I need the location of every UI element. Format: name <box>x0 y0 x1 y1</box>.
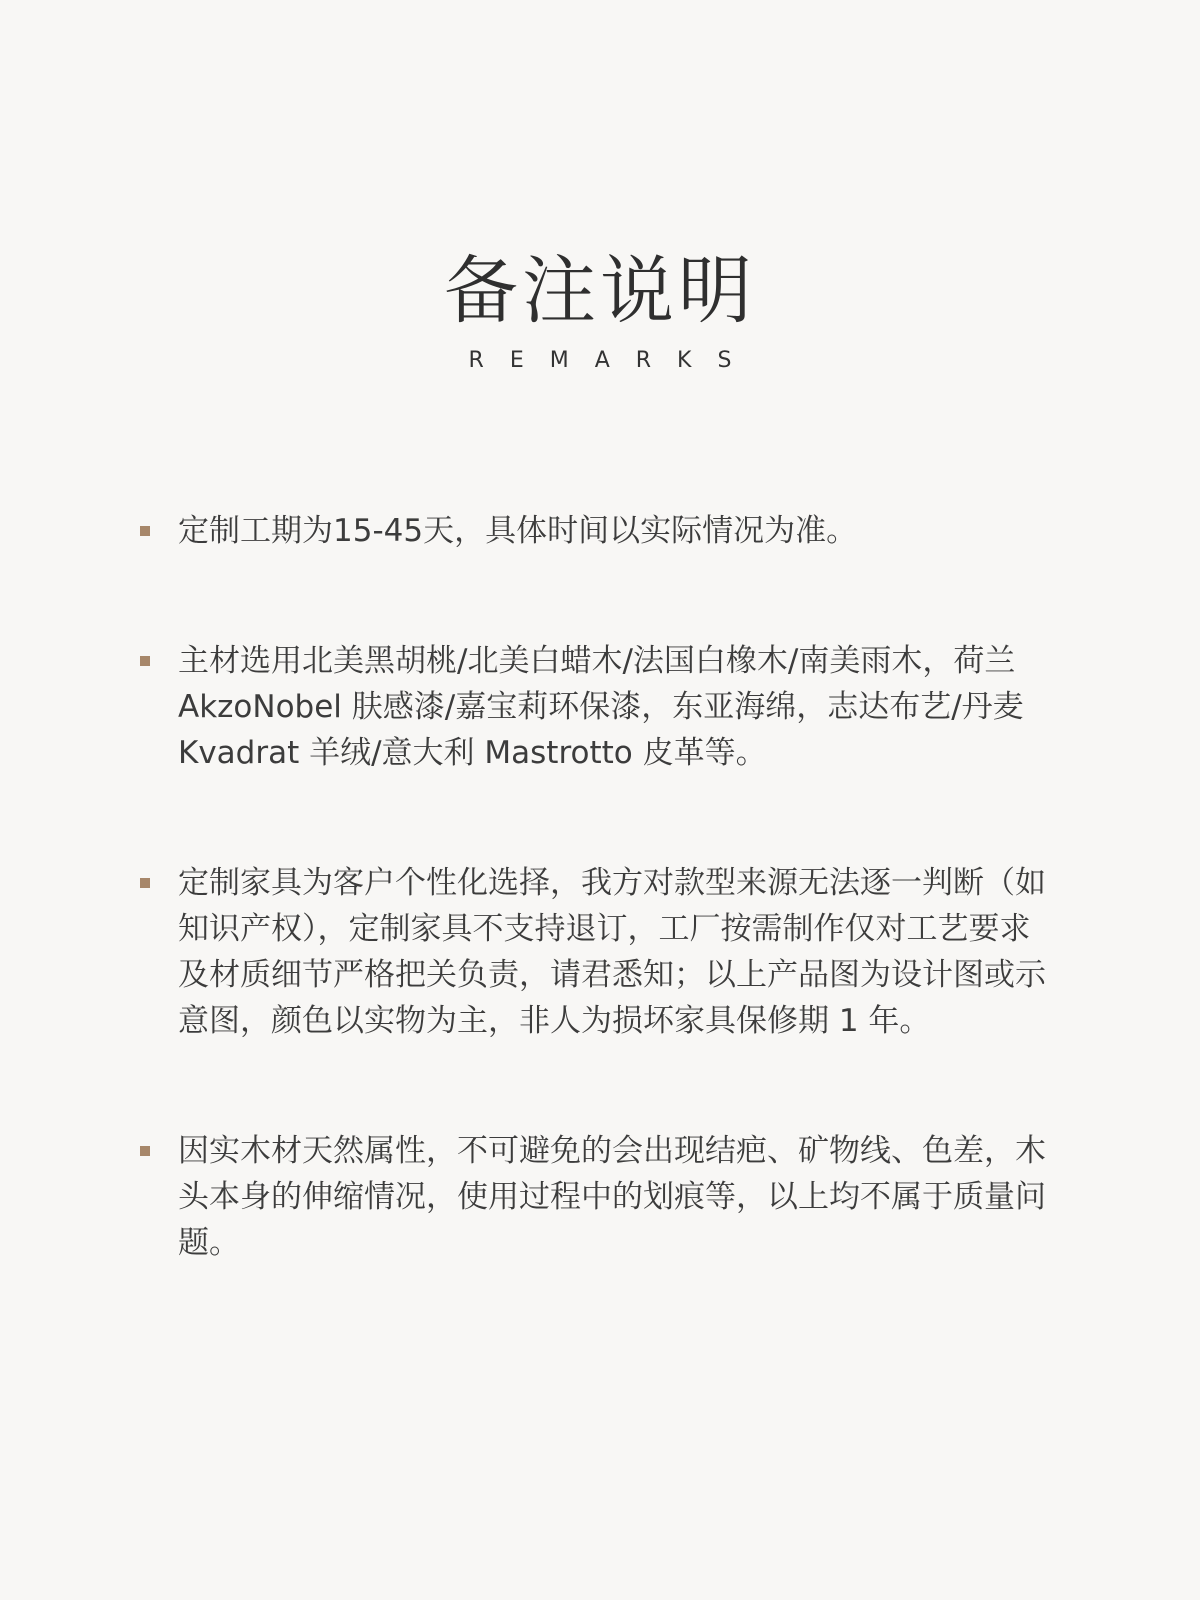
remark-text: 定制家具为客户个性化选择，我方对款型来源无法逐一判断（如知识产权），定制家具不支持退订，工厂按需制作仅对工艺要求及材质细节严格把关负责，请君悉知；以上产品图为设计图或示意图，颜色以实物为主，非人为损坏家具保修期 1 年。 <box>178 865 1046 1039</box>
remarks-list <box>138 508 1058 1266</box>
remark-text: 因实木材天然属性，不可避免的会出现结疤、矿物线、色差，木头本身的伸缩情况，使用过程中的划痕等，以上均不属于质量问题。 <box>178 1133 1046 1261</box>
square-bullet-icon <box>140 526 150 536</box>
remark-text: 主材选用北美黑胡桃/北美白蜡木/法国白橡木/南美雨木，荷兰 AkzoNobel 肤感漆/嘉宝莉环保漆，东亚海绵，志达布艺/丹麦 Kvadrat 羊绒/意大利 Mastrotto 皮革等。 <box>178 643 1024 771</box>
list-item <box>138 638 1058 776</box>
square-bullet-icon <box>140 656 150 666</box>
square-bullet-icon <box>140 1146 150 1156</box>
remark-text: 定制工期为15-45天，具体时间以实际情况为准。 <box>178 513 858 549</box>
list-item <box>138 508 1058 554</box>
square-bullet-icon <box>140 878 150 888</box>
page-title: 备注说明 <box>444 248 756 334</box>
list-item <box>138 860 1058 1044</box>
section-header <box>0 248 1200 374</box>
list-item <box>138 1128 1058 1266</box>
page-subtitle: REMARKS <box>468 348 758 373</box>
